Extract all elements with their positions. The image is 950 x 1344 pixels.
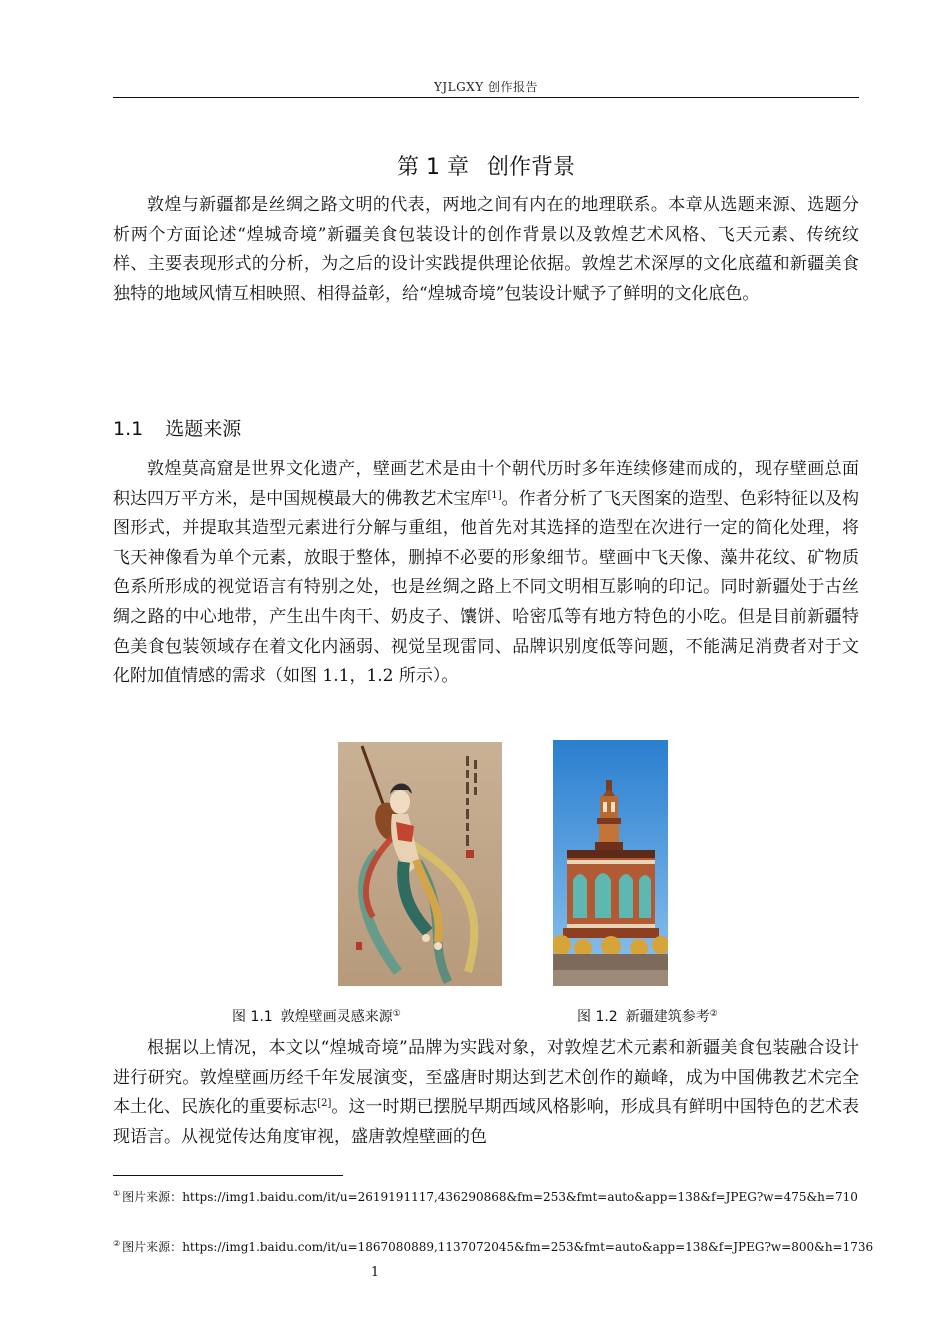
figure-caption-text: 新疆建筑参考 <box>625 1009 710 1025</box>
chapter-title <box>113 150 859 181</box>
figure-caption-text: 敦煌壁画灵感来源 <box>280 1009 393 1025</box>
section-name: 选题来源 <box>165 418 242 440</box>
page-number: 1 <box>370 1265 380 1280</box>
footnote-label: 图片来源： <box>122 1240 183 1254</box>
footnote-1 <box>113 1188 858 1205</box>
footnote-2 <box>113 1238 873 1255</box>
body-paragraph-2 <box>113 1034 859 1152</box>
architecture-illustration <box>553 740 668 986</box>
figure-caption-1 <box>232 1006 401 1026</box>
figure-dunhuang-mural <box>338 742 502 986</box>
section-heading <box>113 414 241 441</box>
figure-xinjiang-architecture <box>553 740 668 986</box>
section-number: 1.1 <box>113 418 144 440</box>
footnote-mark: ② <box>113 1239 121 1248</box>
header-rule <box>113 97 859 98</box>
figure-caption-2 <box>577 1006 718 1026</box>
body-paragraph-1 <box>113 455 859 692</box>
intro-paragraph: 敦煌与新疆都是丝绸之路文明的代表，两地之间有内在的地理联系。本章从选题来源、选题分析两个方面论述“煌城奇境”新疆美食包装设计的创作背景以及敦煌艺术风格、飞天元素、传统纹样、主要表现形式的分析，为之后的设计实践提供理论依据。敦煌艺术深厚的文化底蕴和新疆美食独特的地域风情互相映照、相得益彰，给“煌城奇境”包装设计赋予了鲜明的文化底色。 <box>113 195 859 304</box>
footnote-url[interactable]: https://img1.baidu.com/it/u=2619191117,436290868&fm=253&fmt=auto&app=138&f=JPEG?w=475&h=710 <box>182 1190 858 1204</box>
paragraph-text: 。这一时期已摆脱早期西域风格影响，形成具有鲜明中国特色的艺术表现语言。从视觉传达角度审视，盛唐敦煌壁画的色 <box>113 1097 860 1147</box>
running-header: YJLGXY 创作报告 <box>433 80 539 94</box>
footnote-mark[interactable]: ① <box>392 1009 401 1019</box>
footnote-url[interactable]: https://img1.baidu.com/it/u=1867080889,1137072045&fm=253&fmt=auto&app=138&f=JPEG?w=800&h=1736 <box>182 1240 874 1254</box>
footnote-rule <box>113 1175 343 1176</box>
footnote-label: 图片来源： <box>122 1190 183 1204</box>
figure-number: 图 1.2 <box>577 1009 618 1025</box>
figure-number: 图 1.1 <box>232 1009 273 1025</box>
paragraph-text: 敦煌莫高窟是世界文化遗产，壁画艺术是由十个朝代历时多年连续修建而成的，现存壁画总面积达四万平方米，是中国规模最大的佛教艺术宝库 <box>113 459 859 509</box>
citation-ref[interactable]: [1] <box>487 489 502 501</box>
paragraph-text: 根据以上情况，本文以“煌城奇境”品牌为实践对象，对敦煌艺术元素和新疆美食包装融合设计进行研究。敦煌壁画历经千年发展演变，至盛唐时期达到艺术创作的巅峰，成为中国佛教艺术完全本土化、民族化的重要标志 <box>113 1038 859 1118</box>
footnote-mark[interactable]: ② <box>709 1009 718 1019</box>
footnote-mark: ① <box>113 1189 121 1198</box>
apsara-illustration <box>338 742 502 986</box>
paragraph-text: 。作者分析了飞天图案的造型、色彩特征以及构图形式，并提取其造型元素进行分解与重组，他首先对其选择的造型在次进行一定的简化处理，将飞天神像看为单个元素，放眼于整体，删掉不必要的形象细节。壁画中飞天像、藻井花纹、矿物质色系所形成的视觉语言有特别之处，也是丝绸之路上不同文明相互影响的印记。同时新疆处于古丝绸之路的中心地带，产生出牛肉干、奶皮子、馕饼、哈密瓜等有地方特色的小吃。但是目前新疆特色美食包装领域存在着文化内涵弱、视觉呈现雷同、品牌识别度低等问题，不能满足消费者对于文化附加值情感的需求（如图 1.1，1.2 所示）。 <box>113 488 860 687</box>
citation-ref[interactable]: [2] <box>317 1098 332 1110</box>
chapter-name: 创作背景 <box>486 155 575 180</box>
chapter-number: 第 1 章 <box>397 155 469 180</box>
